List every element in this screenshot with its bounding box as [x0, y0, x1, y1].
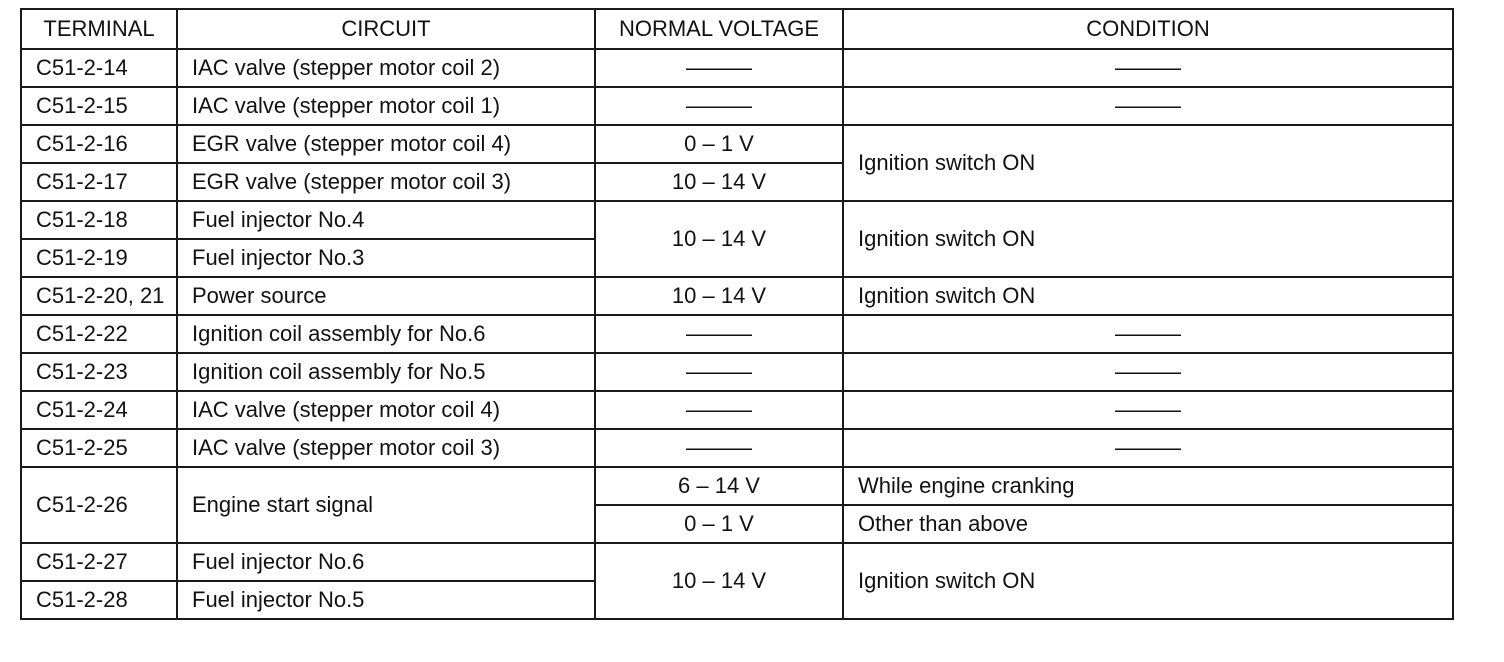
condition-cell: While engine cranking	[843, 467, 1453, 505]
table-row	[21, 353, 1453, 391]
table-row	[21, 429, 1453, 467]
header-row	[21, 9, 1453, 49]
condition-cell: Ignition switch ON	[843, 277, 1453, 315]
voltage-cell: 10 – 14 V	[595, 201, 843, 277]
table-row	[21, 277, 1453, 315]
terminal-cell: C51-2-17	[21, 163, 177, 201]
voltage-cell: 0 – 1 V	[595, 505, 843, 543]
terminal-cell: C51-2-26	[21, 467, 177, 543]
circuit-cell: EGR valve (stepper motor coil 3)	[177, 163, 595, 201]
voltage-cell: 6 – 14 V	[595, 467, 843, 505]
voltage-cell: ———	[595, 353, 843, 391]
terminal-cell: C51-2-28	[21, 581, 177, 619]
voltage-cell: ———	[595, 87, 843, 125]
circuit-cell: Fuel injector No.5	[177, 581, 595, 619]
terminal-cell: C51-2-25	[21, 429, 177, 467]
voltage-cell: 10 – 14 V	[595, 543, 843, 619]
condition-cell: ———	[843, 87, 1453, 125]
condition-cell: ———	[843, 315, 1453, 353]
condition-cell: ———	[843, 391, 1453, 429]
condition-cell: ———	[843, 353, 1453, 391]
header-condition: CONDITION	[843, 9, 1453, 49]
circuit-cell: IAC valve (stepper motor coil 4)	[177, 391, 595, 429]
circuit-cell: Engine start signal	[177, 467, 595, 543]
voltage-cell: ———	[595, 49, 843, 87]
circuit-cell: Fuel injector No.3	[177, 239, 595, 277]
table-row	[21, 543, 1453, 581]
condition-cell: ———	[843, 49, 1453, 87]
circuit-cell: Ignition coil assembly for No.6	[177, 315, 595, 353]
circuit-cell: Fuel injector No.4	[177, 201, 595, 239]
voltage-cell: 0 – 1 V	[595, 125, 843, 163]
terminal-cell: C51-2-19	[21, 239, 177, 277]
header-circuit: CIRCUIT	[177, 9, 595, 49]
condition-cell: Other than above	[843, 505, 1453, 543]
condition-cell: Ignition switch ON	[843, 201, 1453, 277]
circuit-cell: IAC valve (stepper motor coil 3)	[177, 429, 595, 467]
table-row	[21, 467, 1453, 505]
terminal-cell: C51-2-27	[21, 543, 177, 581]
table-row	[21, 315, 1453, 353]
terminal-cell: C51-2-20, 21	[21, 277, 177, 315]
table-row	[21, 201, 1453, 239]
voltage-cell: ———	[595, 391, 843, 429]
condition-cell: Ignition switch ON	[843, 543, 1453, 619]
terminal-cell: C51-2-14	[21, 49, 177, 87]
terminal-cell: C51-2-16	[21, 125, 177, 163]
terminal-voltage-table	[20, 8, 1454, 620]
table-row	[21, 391, 1453, 429]
circuit-cell: IAC valve (stepper motor coil 2)	[177, 49, 595, 87]
terminal-cell: C51-2-18	[21, 201, 177, 239]
table-row	[21, 87, 1453, 125]
voltage-cell: 10 – 14 V	[595, 277, 843, 315]
table-row	[21, 49, 1453, 87]
circuit-cell: Fuel injector No.6	[177, 543, 595, 581]
terminal-cell: C51-2-15	[21, 87, 177, 125]
terminal-cell: C51-2-22	[21, 315, 177, 353]
terminal-cell: C51-2-23	[21, 353, 177, 391]
header-normal-voltage: NORMAL VOLTAGE	[595, 9, 843, 49]
voltage-cell: 10 – 14 V	[595, 163, 843, 201]
header-terminal: TERMINAL	[21, 9, 177, 49]
terminal-cell: C51-2-24	[21, 391, 177, 429]
voltage-cell: ———	[595, 315, 843, 353]
circuit-cell: IAC valve (stepper motor coil 1)	[177, 87, 595, 125]
table-row	[21, 125, 1453, 163]
condition-cell: Ignition switch ON	[843, 125, 1453, 201]
circuit-cell: Power source	[177, 277, 595, 315]
voltage-cell: ———	[595, 429, 843, 467]
condition-cell: ———	[843, 429, 1453, 467]
circuit-cell: Ignition coil assembly for No.5	[177, 353, 595, 391]
circuit-cell: EGR valve (stepper motor coil 4)	[177, 125, 595, 163]
